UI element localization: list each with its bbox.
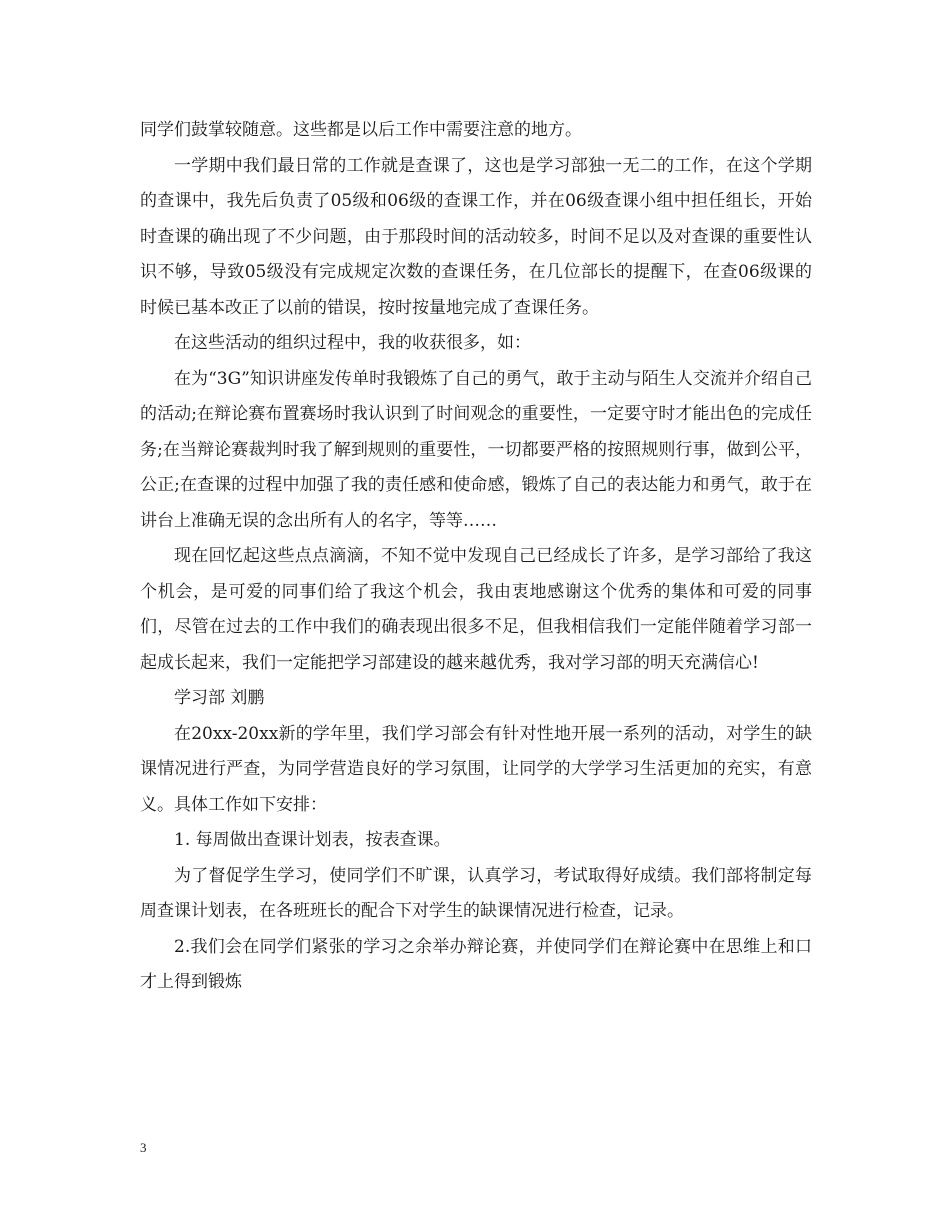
signature-line: 学习部 刘鹏 [174, 688, 265, 708]
paragraph-7: 在20xx-20xx新的学年里，我们学习部会有针对性地开展一系列的活动，对学生的缺课情况进行严查，为同学营造良好的学习氛围，让同学的大学学习生活更加的充实，有意义。具体工作如下安排： [140, 723, 812, 815]
paragraph-3: 在这些活动的组织过程中，我的收获很多，如： [174, 333, 531, 353]
paragraph-9: 为了督促学生学习，使同学们不旷课，认真学习，考试取得好成绩。我们部将制定每周查课计划表，在各班班长的配合下对学生的缺课情况进行检查，记录。 [140, 865, 812, 921]
document-body [140, 113, 812, 1001]
paragraph-2: 一学期中我们最日常的工作就是查课了，这也是学习部独一无二的工作，在这个学期的查课中，我先后负责了05级和06级的查课工作，并在06级查课小组中担任组长，开始时查课的确出现了不少问题，由于那段时间的活动较多，时间不足以及对查课的重要性认识不够，导致05级没有完成规定次数的查课任务，在几位部长的提醒下，在查06级课的时候已基本改正了以前的错误，按时按量地完成了查课任务。 [140, 155, 812, 318]
list-item-2: 2.我们会在同学们紧张的学习之余举办辩论赛，并使同学们在辩论赛中在思维上和口才上得到锻炼 [140, 936, 812, 992]
paragraph-5: 现在回忆起这些点点滴滴，不知不觉中发现自己已经成长了许多，是学习部给了我这个机会，是可爱的同事们给了我这个机会，我由衷地感谢这个优秀的集体和可爱的同事们，尽管在过去的工作中我们的确表现出很多不足，但我相信我们一定能伴随着学习部一起成长起来，我们一定能把学习部建设的越来越优秀，我对学习部的明天充满信心! [140, 546, 812, 673]
paragraph-4: 在为“3G”知识讲座发传单时我锻炼了自己的勇气，敢于主动与陌生人交流并介绍自己的活动;在辩论赛布置赛场时我认识到了时间观念的重要性，一定要守时才能出色的完成任务;在当辩论赛裁判时我了解到规则的重要性，一切都要严格的按照规则行事，做到公平，公正;在查课的过程中加强了我的责任感和使命感，锻炼了自己的表达能力和勇气，敢于在讲台上准确无误的念出所有人的名字，等等…… [140, 368, 812, 531]
paragraph-1: 同学们鼓掌较随意。这些都是以后工作中需要注意的地方。 [140, 120, 582, 140]
list-item-1: 1. 每周做出查课计划表，按表查课。 [174, 830, 451, 850]
page-number: 3 [140, 1140, 147, 1155]
